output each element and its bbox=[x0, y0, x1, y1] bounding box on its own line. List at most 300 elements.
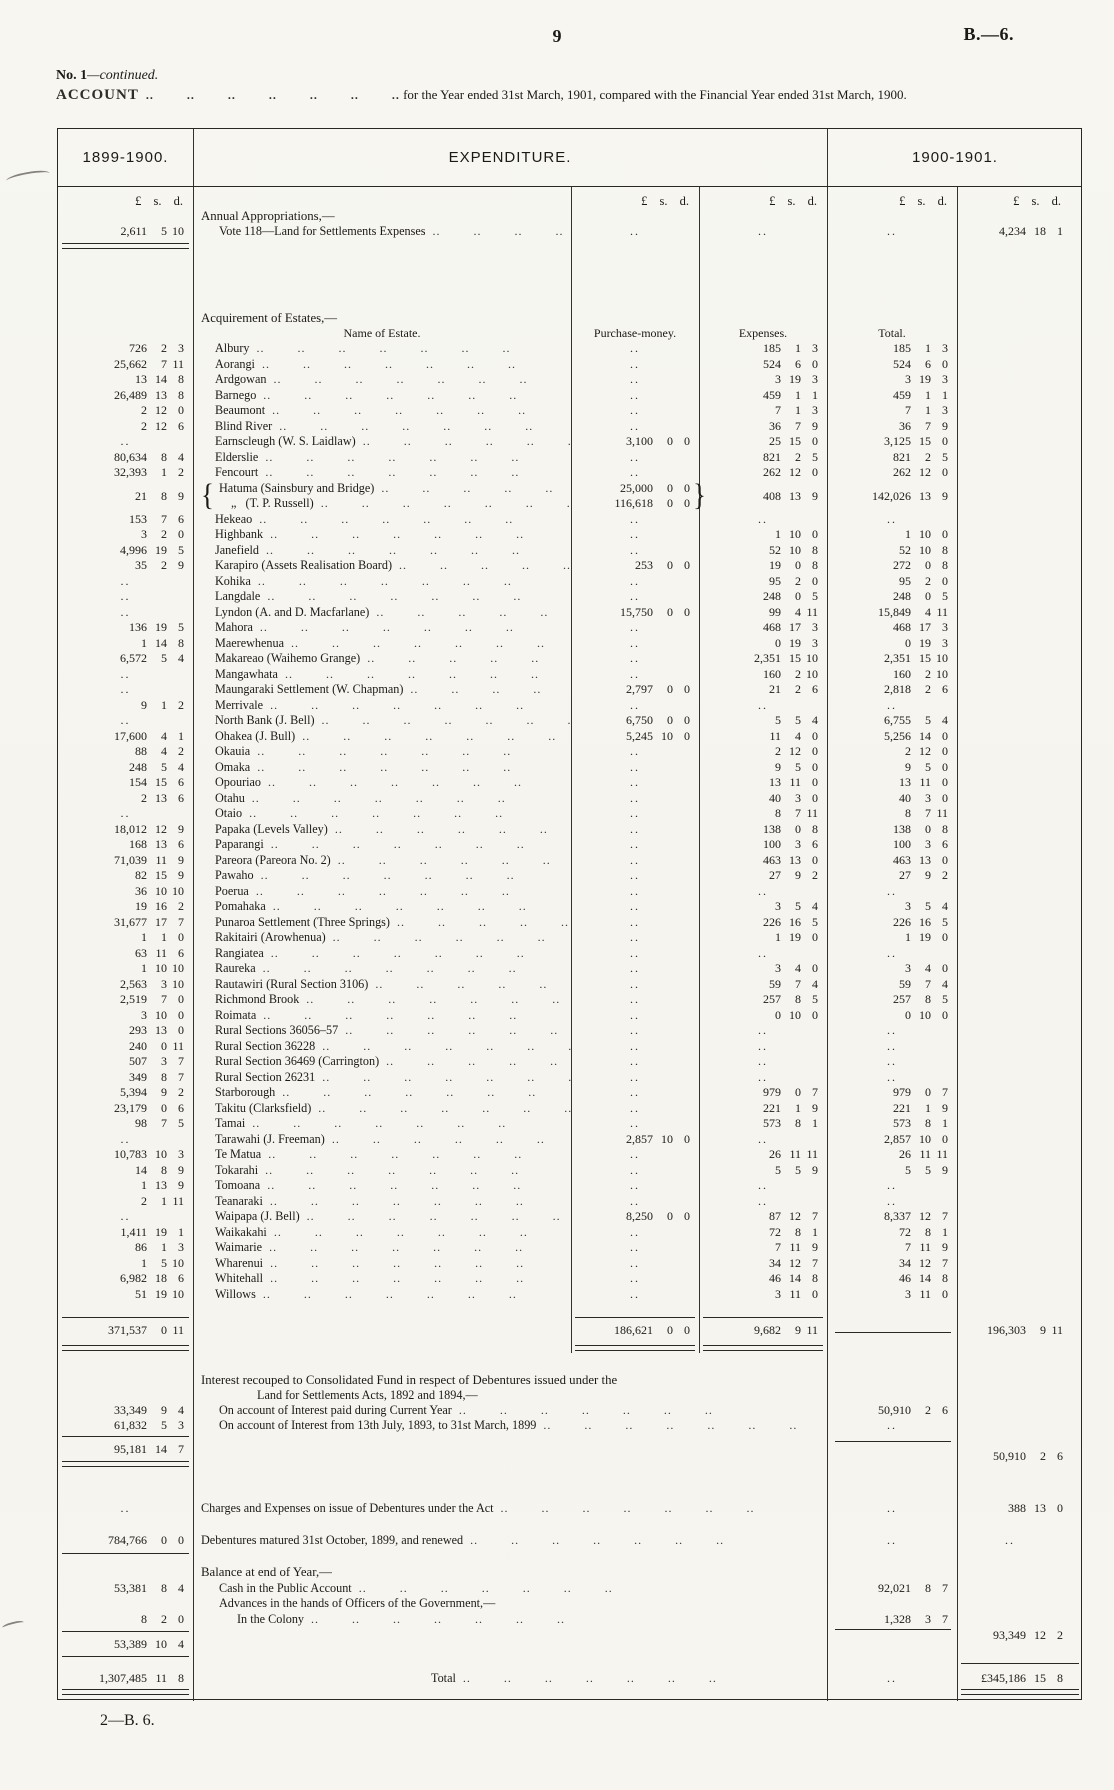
colony-label: In the Colony bbox=[237, 1612, 305, 1626]
estate-purchase: .. bbox=[630, 1069, 640, 1084]
estate-name: Karapiro (Assets Realisation Board) bbox=[215, 558, 393, 572]
charges-label: Charges and Expenses on issue of Debentures under the Act bbox=[201, 1501, 494, 1515]
dot-leader bbox=[456, 1671, 827, 1687]
balance-heading-row bbox=[58, 1565, 1081, 1581]
estate-total: .. bbox=[887, 1054, 897, 1068]
estate-name: Pareora (Pareora No. 2) bbox=[215, 852, 331, 867]
estate-1899-value: 2 13 6 bbox=[141, 790, 184, 805]
estate-expenses: 46 14 8 bbox=[769, 1271, 818, 1285]
estate-name: North Bank (J. Bell) bbox=[215, 713, 315, 727]
col-header-1899-1900: 1899-1900. bbox=[82, 149, 169, 166]
estate-name-cell bbox=[193, 1054, 571, 1070]
estate-1900-cell bbox=[957, 558, 1083, 574]
dot-leader bbox=[452, 1403, 827, 1419]
estate-1899-value: .. bbox=[120, 806, 131, 820]
estate-expenses: 40 3 0 bbox=[769, 790, 818, 805]
estate-1900-cell bbox=[957, 698, 1083, 714]
estate-1900-cell bbox=[957, 372, 1083, 388]
estate-row bbox=[58, 1163, 1081, 1179]
estate-name-cell bbox=[193, 992, 571, 1008]
estate-total: 72 8 1 bbox=[899, 1224, 948, 1239]
dot-leader bbox=[256, 388, 571, 404]
dot-leader bbox=[254, 868, 571, 884]
estate-row bbox=[58, 915, 1081, 931]
estate-1899-value: 21 8 9 bbox=[135, 488, 184, 503]
estate-name: Paparangi bbox=[215, 837, 264, 851]
estate-expenses: 3 19 3 bbox=[775, 372, 818, 386]
estate-total: 34 12 7 bbox=[899, 1255, 948, 1270]
estate-1899-value: 31,677 17 7 bbox=[114, 914, 184, 929]
estate-1899-value: 1 14 8 bbox=[141, 635, 184, 650]
account-title bbox=[56, 87, 907, 104]
estate-purchase: 8,250 0 0 bbox=[626, 1209, 690, 1223]
estate-1900-cell bbox=[957, 946, 1083, 962]
estate-purchase: .. bbox=[630, 589, 640, 603]
dot-leader bbox=[360, 651, 571, 667]
estate-expenses: 1 10 0 bbox=[775, 527, 818, 541]
estate-1899-value: .. bbox=[120, 604, 131, 619]
estate-total: 248 0 5 bbox=[893, 589, 948, 603]
dot-leader bbox=[259, 543, 571, 559]
dot-leader bbox=[494, 1501, 827, 1517]
estate-1900-cell bbox=[957, 403, 1083, 419]
estate-purchase: .. bbox=[630, 1193, 640, 1208]
estate-1900-cell bbox=[957, 868, 1083, 884]
estate-total: 7 1 3 bbox=[905, 403, 948, 417]
estate-name-cell bbox=[193, 1209, 571, 1225]
estate-row bbox=[58, 930, 1081, 946]
estate-total: 2 12 0 bbox=[905, 744, 948, 758]
estate-total: 3,125 15 0 bbox=[884, 434, 948, 448]
estate-name: Aorangi bbox=[215, 356, 255, 371]
estate-name-cell bbox=[193, 1008, 571, 1024]
estate-expenses: .. bbox=[758, 945, 768, 960]
dot-leader bbox=[258, 450, 571, 466]
estate-name-cell bbox=[193, 341, 571, 357]
estate-1900-cell bbox=[957, 1039, 1083, 1055]
estate-1899-value: 507 3 7 bbox=[129, 1054, 184, 1068]
estate-purchase: .. bbox=[630, 992, 640, 1006]
estate-total: 36 7 9 bbox=[899, 418, 948, 433]
estate-expenses: 3 11 0 bbox=[775, 1286, 818, 1301]
totals-rule-top bbox=[62, 1317, 189, 1318]
estate-1900-cell bbox=[957, 388, 1083, 404]
estate-expenses: .. bbox=[758, 697, 768, 712]
estate-row bbox=[58, 744, 1081, 760]
estate-name: Ardgowan bbox=[215, 372, 267, 386]
estate-total: 142,026 13 9 bbox=[872, 488, 948, 503]
estate-name-ditto: „ (T. P. Russell) bbox=[231, 496, 314, 510]
dot-leader bbox=[264, 837, 571, 853]
estate-expenses: .. bbox=[758, 1131, 768, 1146]
estate-1900-cell bbox=[957, 1194, 1083, 1210]
dot-leader bbox=[261, 775, 571, 791]
estate-1899-value: 293 13 0 bbox=[129, 1023, 184, 1037]
dot-leader bbox=[264, 946, 571, 962]
estate-1899-value: .. bbox=[120, 682, 131, 696]
estate-name-cell bbox=[193, 667, 571, 683]
estate-purchase: 15,750 0 0 bbox=[620, 604, 690, 619]
balance-subtotal-row bbox=[58, 1637, 1081, 1653]
estate-name: Willows bbox=[215, 1286, 256, 1301]
estate-purchase: .. bbox=[630, 542, 640, 557]
dot-leader bbox=[258, 465, 571, 481]
estate-1900-cell bbox=[957, 667, 1083, 683]
estate-row bbox=[58, 977, 1081, 993]
estate-name-cell bbox=[193, 868, 571, 884]
estate-1899-value: 98 7 5 bbox=[135, 1116, 184, 1130]
estate-total: 524 6 0 bbox=[893, 356, 948, 371]
estate-name-cell bbox=[193, 1194, 571, 1210]
estate-name-cell bbox=[193, 434, 571, 450]
estate-name: Raureka bbox=[215, 961, 256, 975]
estates-heading: Acquirement of Estates,— bbox=[201, 311, 338, 325]
estate-expenses: 3 4 0 bbox=[775, 961, 818, 975]
interest-heading-1: Interest recouped to Consolidated Fund in respect of Debentures issued under the bbox=[201, 1373, 618, 1387]
estate-expenses: 95 2 0 bbox=[769, 573, 818, 588]
vote-purchase: .. bbox=[630, 224, 640, 238]
estate-expenses: .. bbox=[758, 1069, 768, 1084]
estate-expenses: 100 3 6 bbox=[763, 837, 818, 851]
estate-purchase: .. bbox=[630, 1085, 640, 1099]
estate-total: 573 8 1 bbox=[893, 1116, 948, 1130]
estate-1900-cell bbox=[957, 1209, 1083, 1225]
dot-leader bbox=[263, 1271, 571, 1287]
grand-total-total: .. bbox=[887, 1671, 897, 1685]
estate-expenses: 2 12 0 bbox=[775, 744, 818, 758]
estate-name-cell bbox=[193, 605, 571, 621]
estate-1900-cell bbox=[957, 605, 1083, 621]
estate-1899-value: 71,039 11 9 bbox=[114, 852, 184, 867]
currency-header: £ s. d. bbox=[769, 194, 817, 208]
estate-purchase: .. bbox=[630, 868, 640, 882]
estate-1900-cell bbox=[957, 1147, 1083, 1163]
estate-1899-value: 2 1 11 bbox=[141, 1193, 184, 1208]
left-brace: { bbox=[201, 477, 214, 512]
estate-1900-cell bbox=[957, 977, 1083, 993]
estate-name: Wharenui bbox=[215, 1255, 264, 1270]
estate-name: Te Matua bbox=[215, 1147, 262, 1161]
charges-1900-value: 388 13 0 bbox=[1008, 1501, 1063, 1515]
estate-name: Ohakea (J. Bull) bbox=[215, 728, 296, 743]
estate-purchase: .. bbox=[630, 976, 640, 991]
account-title-rest: for the Year ended 31st March, 1901, compared with the Financial Year ended 31st March, 1900. bbox=[399, 87, 907, 102]
dot-leader bbox=[245, 1116, 571, 1132]
estate-1900-cell bbox=[957, 775, 1083, 791]
estate-1899-value: 14 8 9 bbox=[135, 1162, 184, 1177]
estate-total: 9 5 0 bbox=[905, 759, 948, 774]
estate-expenses: 3 5 4 bbox=[775, 899, 818, 913]
estate-purchase: .. bbox=[630, 852, 640, 867]
estate-1900-cell bbox=[957, 481, 1083, 512]
estate-expenses: 11 4 0 bbox=[769, 728, 818, 743]
estate-purchase: 5,245 10 0 bbox=[626, 728, 690, 743]
estate-1899-value: 25,662 7 11 bbox=[114, 356, 184, 371]
estate-1900-cell bbox=[957, 729, 1083, 745]
estates-rows bbox=[58, 341, 1081, 1302]
dot-leader bbox=[315, 713, 571, 729]
expenses-header: Expenses. bbox=[738, 326, 788, 340]
appropriations-heading-row bbox=[58, 209, 1081, 225]
estate-total: 2,818 2 6 bbox=[884, 682, 948, 696]
estate-name: Elderslie bbox=[215, 449, 259, 464]
dot-leader bbox=[425, 224, 571, 240]
estate-name-cell bbox=[193, 403, 571, 419]
estate-total: 1 19 0 bbox=[905, 930, 948, 944]
estate-total: 0 19 3 bbox=[905, 635, 948, 650]
estate-total: 13 11 0 bbox=[899, 775, 948, 789]
estate-row bbox=[58, 589, 1081, 605]
dot-leader bbox=[304, 1612, 827, 1628]
estate-purchase: .. bbox=[630, 883, 640, 898]
estate-1900-cell bbox=[957, 1132, 1083, 1148]
estate-name: Lyndon (A. and D. Macfarlane) bbox=[215, 604, 370, 619]
dot-leader bbox=[356, 434, 571, 450]
estate-row bbox=[58, 1054, 1081, 1070]
estate-1900-cell bbox=[957, 589, 1083, 605]
estate-total: 463 13 0 bbox=[893, 852, 948, 867]
estate-name: Rakitairi (Arowhenua) bbox=[215, 930, 326, 944]
estate-1900-cell bbox=[957, 992, 1083, 1008]
estate-total: 52 10 8 bbox=[899, 542, 948, 557]
estate-purchase: .. bbox=[630, 1116, 640, 1130]
estate-name: Janefield bbox=[215, 542, 259, 557]
estate-1899-value: 1 13 9 bbox=[141, 1178, 184, 1192]
vote-label: Vote 118—Land for Settlements Expenses bbox=[219, 224, 426, 238]
estate-row bbox=[58, 713, 1081, 729]
estate-total: 272 0 8 bbox=[893, 558, 948, 572]
estate-total: .. bbox=[887, 945, 897, 960]
estate-name: Roimata bbox=[215, 1007, 257, 1022]
estate-total: 7 11 9 bbox=[905, 1240, 948, 1254]
estate-total: .. bbox=[887, 1023, 897, 1037]
estate-row bbox=[58, 1039, 1081, 1055]
interest-1900-value: 50,910 2 6 bbox=[993, 1449, 1063, 1463]
dot-leader bbox=[262, 1240, 571, 1256]
totals-purchase: 186,621 0 0 bbox=[614, 1323, 690, 1337]
estate-name: Omaka bbox=[215, 759, 251, 774]
dot-leader bbox=[299, 992, 571, 1008]
dot-leader bbox=[266, 899, 571, 915]
estate-1899-value: 3 10 0 bbox=[141, 1007, 184, 1022]
cash-label-cell bbox=[193, 1581, 827, 1597]
estate-total: 138 0 8 bbox=[893, 821, 948, 836]
estate-name: Otahu bbox=[215, 790, 245, 805]
estate-purchase: 3,100 0 0 bbox=[626, 434, 690, 448]
estate-name-cell bbox=[193, 1070, 571, 1086]
vote-row bbox=[58, 224, 1081, 240]
estate-expenses: 8 7 11 bbox=[775, 806, 818, 820]
estate-name: Blind River bbox=[215, 418, 273, 433]
advances-heading-row bbox=[58, 1596, 1081, 1612]
estate-1899-value: .. bbox=[120, 666, 131, 681]
grand-total-1899-value: 1,307,485 11 8 bbox=[99, 1671, 184, 1685]
estate-purchase: .. bbox=[630, 775, 640, 789]
estate-1900-cell bbox=[957, 434, 1083, 450]
totals-rule-top bbox=[575, 1317, 695, 1318]
estate-1899-value: 3 2 0 bbox=[141, 527, 184, 541]
dot-leader bbox=[242, 806, 571, 822]
estate-name-cell bbox=[193, 682, 571, 698]
estate-row bbox=[58, 357, 1081, 373]
estate-name: Takitu (Clarksfield) bbox=[215, 1100, 312, 1115]
estate-name: Maerewhenua bbox=[215, 635, 285, 650]
estate-expenses: 221 1 9 bbox=[763, 1100, 818, 1115]
estate-name-cell bbox=[193, 636, 571, 652]
estate-purchase-cell bbox=[571, 477, 706, 512]
estate-name: Makareao (Waihemo Grange) bbox=[215, 651, 361, 665]
purchase-money-header: Purchase-money. bbox=[593, 326, 677, 340]
interest-total: .. bbox=[887, 1418, 897, 1432]
dot-leader bbox=[265, 403, 571, 419]
dot-leader bbox=[261, 1147, 571, 1163]
estate-total: 3 5 4 bbox=[905, 899, 948, 913]
estate-name-cell bbox=[193, 961, 571, 977]
dot-leader bbox=[245, 791, 571, 807]
estate-name-cell bbox=[193, 729, 571, 745]
estate-row bbox=[58, 605, 1081, 621]
total-header: Total. bbox=[878, 326, 906, 340]
charges-1899-value: .. bbox=[120, 1501, 131, 1515]
vote-1899-value: 2,611 5 10 bbox=[120, 224, 184, 238]
estate-1900-cell bbox=[957, 450, 1083, 466]
estate-row bbox=[58, 899, 1081, 915]
vote-label-cell bbox=[193, 224, 571, 240]
col-header-1900-1901: 1900-1901. bbox=[912, 149, 998, 166]
interest-total: 50,910 2 6 bbox=[878, 1403, 948, 1417]
dot-leader bbox=[256, 1287, 571, 1303]
estate-1900-cell bbox=[957, 1163, 1083, 1179]
interest-heading-row-1 bbox=[58, 1373, 1081, 1389]
estate-expenses: .. bbox=[758, 1193, 768, 1208]
estate-1899-value: .. bbox=[120, 434, 131, 448]
cash-total: 92,021 8 7 bbox=[878, 1581, 948, 1595]
dot-leader bbox=[260, 1178, 571, 1194]
estate-purchase: .. bbox=[630, 899, 640, 913]
estate-total: 1 10 0 bbox=[905, 527, 948, 541]
estate-1899-value: 13 14 8 bbox=[135, 372, 184, 386]
estate-name-cell bbox=[193, 1163, 571, 1179]
grand-total-rule-bottom bbox=[961, 1689, 1079, 1695]
estate-row bbox=[58, 574, 1081, 590]
estate-1899-value: 1 5 10 bbox=[141, 1255, 184, 1270]
estate-1899-value: 32,393 1 2 bbox=[114, 465, 184, 479]
estate-total: 5,256 14 0 bbox=[884, 728, 948, 743]
dot-leader bbox=[352, 1581, 827, 1597]
estate-total: .. bbox=[887, 1178, 897, 1192]
estate-expenses: 821 2 5 bbox=[763, 449, 818, 464]
estate-row bbox=[58, 1132, 1081, 1148]
estate-total: 46 14 8 bbox=[899, 1271, 948, 1285]
estate-purchase: .. bbox=[630, 837, 640, 851]
estate-purchase: .. bbox=[630, 744, 640, 758]
estate-name: Mahora bbox=[215, 620, 253, 634]
estate-purchase: .. bbox=[630, 1240, 640, 1254]
dot-leader bbox=[251, 574, 571, 590]
estate-name-cell bbox=[193, 620, 571, 636]
estate-purchase: .. bbox=[630, 403, 640, 417]
estate-total: .. bbox=[887, 1193, 897, 1208]
estate-purchase: .. bbox=[630, 1162, 640, 1177]
estate-expenses: .. bbox=[758, 511, 768, 526]
estate-name: Richmond Brook bbox=[215, 992, 300, 1006]
estate-1899-value: 9 1 2 bbox=[141, 697, 184, 712]
estate-row bbox=[58, 1085, 1081, 1101]
estate-row bbox=[58, 651, 1081, 667]
debentures-total: .. bbox=[887, 1533, 897, 1547]
interest-row-2 bbox=[58, 1418, 1081, 1434]
estate-1900-cell bbox=[957, 899, 1083, 915]
estate-expenses: .. bbox=[758, 1178, 768, 1192]
balance-heading: Balance at end of Year,— bbox=[201, 1565, 332, 1579]
estate-name-cell bbox=[193, 806, 571, 822]
estate-purchase: .. bbox=[630, 806, 640, 820]
estate-name-cell bbox=[193, 372, 571, 388]
estate-expenses: 34 12 7 bbox=[769, 1255, 818, 1270]
dot-leader bbox=[256, 1008, 571, 1024]
debentures-1900-value: .. bbox=[1005, 1533, 1015, 1547]
estate-row bbox=[58, 512, 1081, 528]
subtotal-rule bbox=[62, 1436, 189, 1437]
estate-row bbox=[58, 450, 1081, 466]
estate-1900-cell bbox=[957, 822, 1083, 838]
estate-1899-value: 154 15 6 bbox=[129, 775, 184, 789]
estate-1900-cell bbox=[957, 574, 1083, 590]
estate-row bbox=[58, 1240, 1081, 1256]
estate-1899-value: 2,563 3 10 bbox=[120, 976, 184, 991]
totals-rule-bottom bbox=[575, 1345, 695, 1351]
estate-1899-value: 153 7 6 bbox=[129, 511, 184, 526]
estate-name: Teanaraki bbox=[215, 1193, 263, 1208]
estate-expenses: 1 19 0 bbox=[775, 930, 818, 944]
interest-row-label-cell bbox=[193, 1418, 827, 1434]
estate-expenses: 99 4 11 bbox=[769, 604, 818, 619]
estate-name-cell bbox=[193, 837, 571, 853]
estate-1899-value: 6,572 5 4 bbox=[120, 651, 184, 665]
estate-name: Rangiatea bbox=[215, 945, 264, 960]
estate-1900-cell bbox=[957, 1287, 1083, 1303]
estate-name-cell bbox=[193, 744, 571, 760]
estate-purchase: 6,750 0 0 bbox=[626, 713, 690, 727]
estate-row bbox=[58, 837, 1081, 853]
estate-purchase: .. bbox=[630, 356, 640, 371]
estate-total: 468 17 3 bbox=[893, 620, 948, 634]
estate-1900-cell bbox=[957, 961, 1083, 977]
estate-expenses: 459 1 1 bbox=[763, 387, 818, 402]
dot-leader bbox=[253, 620, 571, 636]
estate-name-cell bbox=[193, 1271, 571, 1287]
estate-expenses: 573 8 1 bbox=[763, 1116, 818, 1130]
estate-name: Earnscleugh (W. S. Laidlaw) bbox=[215, 434, 356, 448]
document-reference: B.—6. bbox=[963, 24, 1014, 44]
estate-1900-cell bbox=[957, 915, 1083, 931]
balance-1899-subtotal: 53,389 10 4 bbox=[114, 1637, 184, 1651]
estate-1900-cell bbox=[957, 884, 1083, 900]
page-number: 9 bbox=[552, 26, 562, 46]
estate-row bbox=[58, 760, 1081, 776]
name-of-estate-header: Name of Estate. bbox=[343, 326, 421, 340]
estate-purchase: .. bbox=[630, 666, 640, 681]
estate-total: 6,755 5 4 bbox=[884, 713, 948, 727]
estate-purchase: .. bbox=[630, 759, 640, 774]
brace-line bbox=[219, 481, 571, 497]
estate-1899-value: 17,600 4 1 bbox=[114, 728, 184, 743]
estate-1899-value: .. bbox=[120, 713, 131, 727]
dot-leader bbox=[536, 1418, 827, 1434]
estate-row bbox=[58, 1101, 1081, 1117]
estate-name: Waipapa (J. Bell) bbox=[215, 1209, 300, 1223]
estate-name-cell bbox=[193, 1225, 571, 1241]
